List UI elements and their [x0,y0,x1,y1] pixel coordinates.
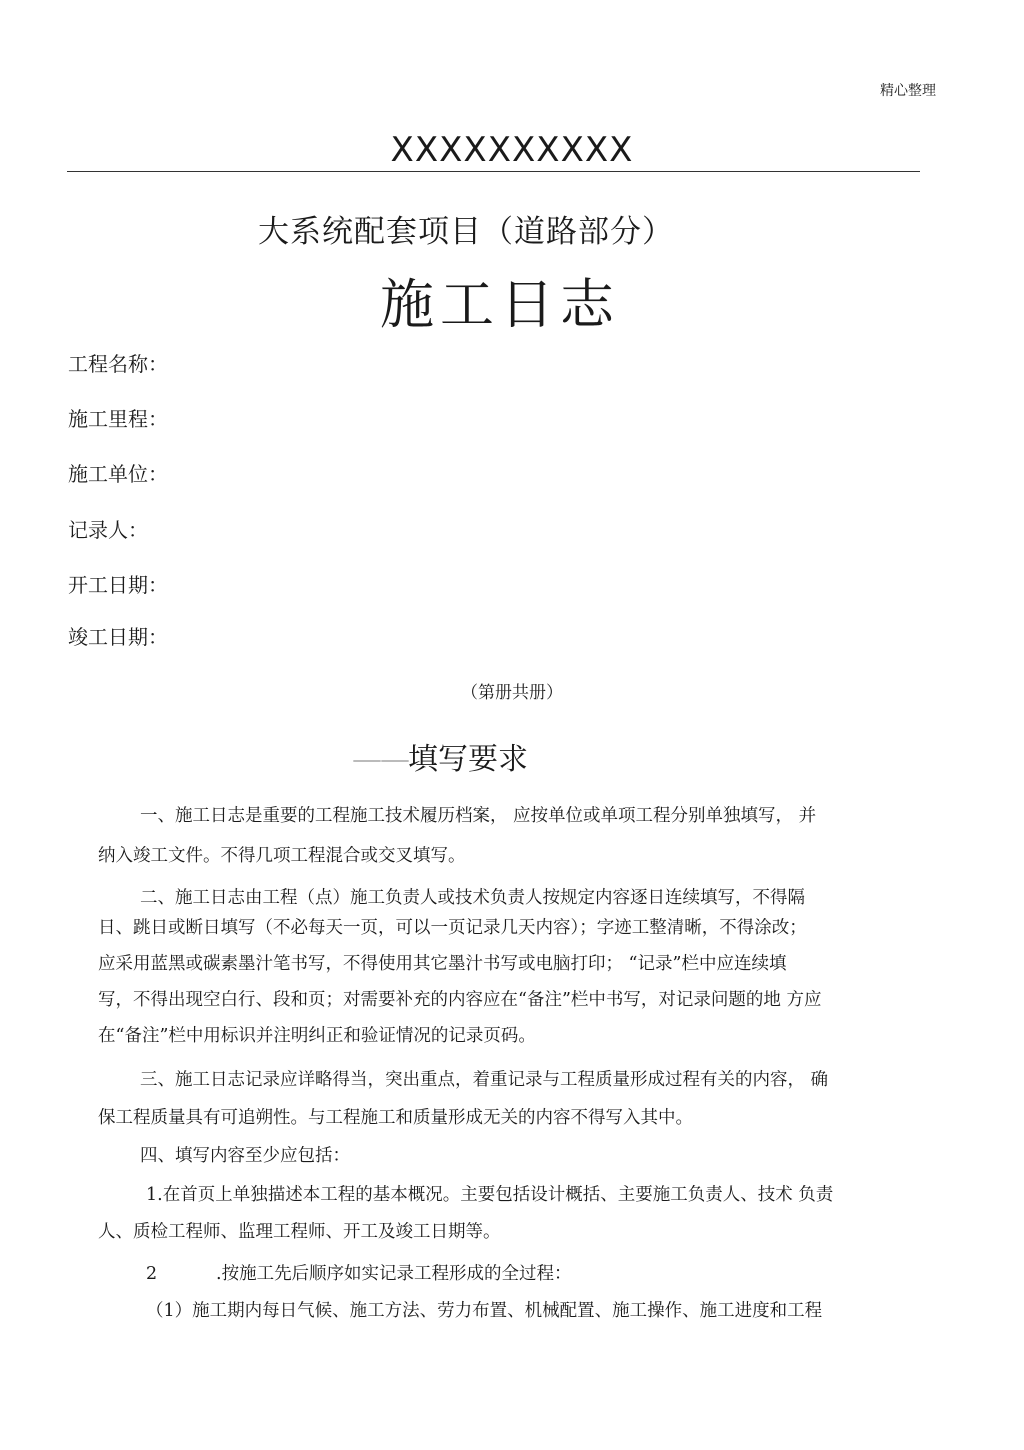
requirement-paragraph-3-cont [98,1100,918,1136]
field-completion-date: 竣工日期： [68,625,168,649]
field-mileage: 施工里程： [68,407,168,431]
heading-text: 填写要求 [408,742,528,777]
requirement-paragraph-2-cont [98,910,918,1054]
project-subtitle: 大系统配套项目（道路部分） [258,214,674,250]
field-recorder: 记录人： [68,518,148,542]
document-title-placeholder: XXXXXXXXXX [390,130,634,170]
paragraph-line: 三、施工日志记录应详略得当，突出重点，着重记录与工程质量形成过程有关的内容， 确 [140,1070,829,1090]
paragraph-line: 纳入竣工文件。不得几项工程混合或交叉填写。 [98,846,466,866]
paragraph-line: 日、跳日或断日填写（不必每天一页，可以一页记录几天内容）；字迹工整清晰，不得涂改； [98,918,807,938]
requirement-paragraph-4 [140,1138,960,1174]
field-start-date: 开工日期： [68,573,168,597]
requirement-item-2-number: 2 [146,1264,158,1284]
field-project-name: 工程名称： [68,352,168,376]
requirement-paragraph-3 [140,1062,960,1098]
volume-note: （第册共册） [461,683,563,703]
paragraph-line: 应采用蓝黑或碳素墨汁笔书写，不得使用其它墨汁书写或电脑打印； “记录”栏中应连续填 [98,954,787,974]
header-note: 精心整理 [880,83,936,99]
paragraph-line: 一、施工日志是重要的工程施工技术履历档案， 应按单位或单项工程分别单独填写， 并 [140,806,817,826]
requirement-item-1 [146,1177,966,1213]
requirement-item-2-1: （1）施工期内每日气候、施工方法、劳力布置、机械配置、施工操作、施工进度和工程 [146,1301,823,1321]
requirement-item-2: .按施工先后顺序如实记录工程形成的全过程： [216,1264,572,1284]
paragraph-line: 保工程质量具有可追朔性。与工程施工和质量形成无关的内容不得写入其中。 [98,1108,693,1128]
paragraph-line: 1.在首页上单独描述本工程的基本概况。主要包括设计概括、主要施工负责人、技术 负责 [146,1185,834,1205]
field-contractor: 施工单位： [68,462,168,486]
paragraph-line: 人、质检工程师、监理工程师、开工及竣工日期等。 [98,1222,501,1242]
requirement-paragraph-1 [140,798,892,834]
requirement-paragraph-1-cont [98,838,918,874]
title-divider [67,171,920,172]
paragraph-line: 写，不得出现空白行、段和页；对需要补充的内容应在“备注”栏中书写，对记录问题的地 方应 [98,990,822,1010]
heading-dash: —— [352,742,408,777]
paragraph-line: 四、填写内容至少应包括： [140,1146,350,1166]
paragraph-line: 二、施工日志由工程（点）施工负责人或技术负责人按规定内容逐日连续填写，不得隔 [140,888,805,908]
requirement-item-1-cont [98,1214,918,1250]
requirements-heading [352,734,528,778]
page-title: 施工日志 [380,273,620,336]
paragraph-line: 在“备注”栏中用标识并注明纠正和验证情况的记录页码。 [98,1026,536,1046]
